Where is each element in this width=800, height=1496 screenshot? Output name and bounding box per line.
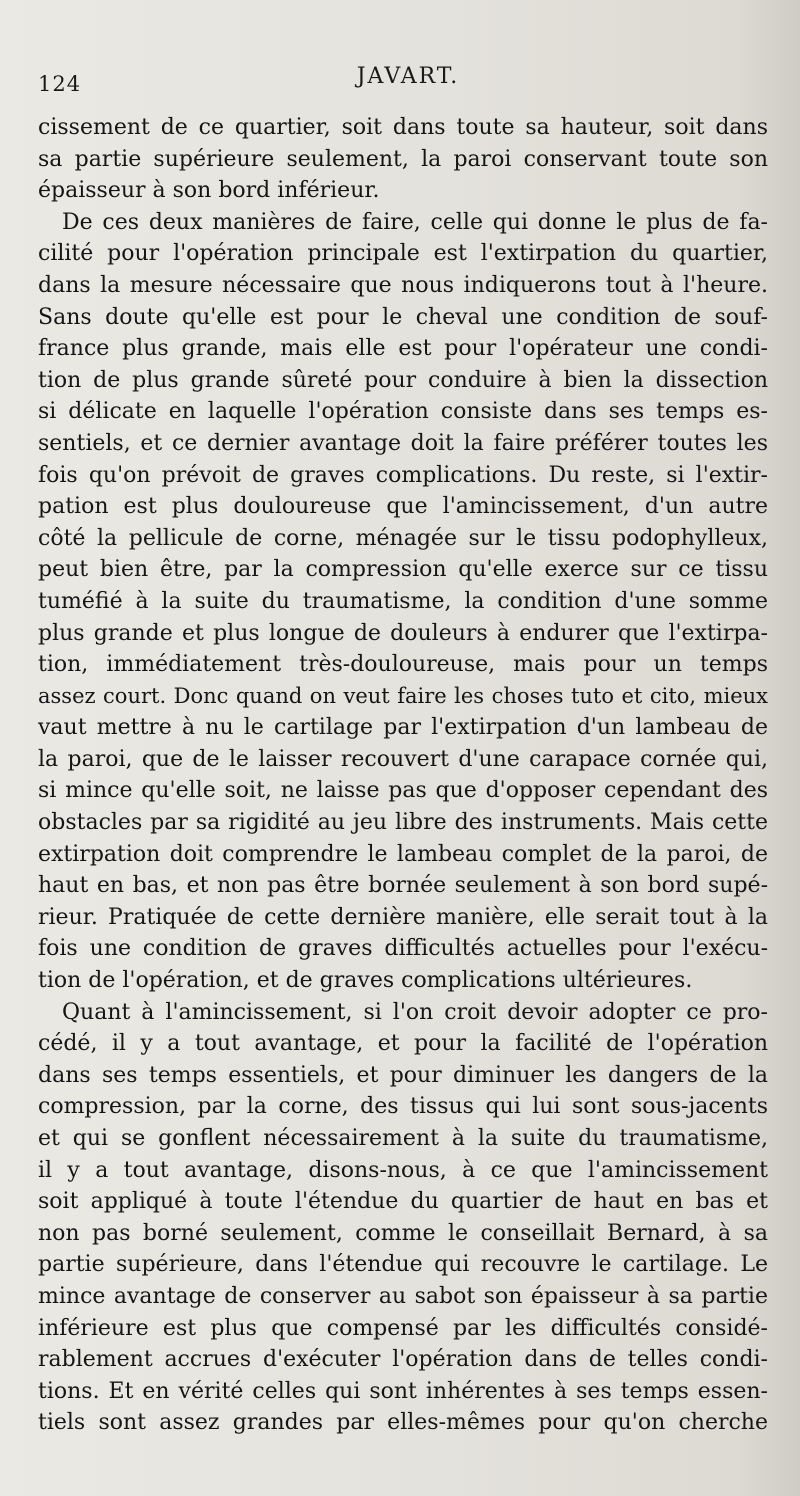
text-line: sentiels, et ce dernier avantage doit la faire préférer toutes les	[38, 430, 768, 456]
text-line: Sans doute qu'elle est pour le cheval une condition de souf-	[38, 304, 768, 330]
text-line: mince avantage de conserver au sabot son épaisseur à sa partie	[38, 1283, 768, 1309]
text-line: soit appliqué à toute l'étendue du quartier de haut en bas et	[38, 1189, 768, 1215]
text-line: peut bien être, par la compression qu'elle exerce sur ce tissu	[38, 557, 768, 583]
text-line: tion, immédiatement très-douloureuse, mais pour un temps	[38, 652, 768, 678]
text-line: cédé, il y a tout avantage, et pour la facilité de l'opération	[38, 1031, 768, 1057]
text-line: si mince qu'elle soit, ne laisse pas que d'opposer cependant des	[38, 778, 768, 804]
text-line: fois une condition de graves difficultés actuelles pour l'exécu-	[38, 936, 768, 962]
text-line: cissement de ce quartier, soit dans toute sa hauteur, soit dans	[38, 115, 768, 140]
text-line: dans ses temps essentiels, et pour diminuer les dangers de la	[38, 1062, 768, 1088]
text-line: tuméfié à la suite du traumatisme, la condition d'une somme	[38, 588, 768, 614]
text-line: tion de plus grande sûreté pour conduire à bien la dissection	[38, 367, 768, 393]
text-line: côté la pellicule de corne, ménagée sur le tissu podophylleux,	[38, 525, 768, 551]
text-line: la paroi, que de le laisser recouvert d'une carapace cornée qui,	[38, 746, 768, 772]
text-line: Quant à l'amincissement, si l'on croit devoir adopter ce pro-	[62, 999, 768, 1025]
page-number: 124	[38, 72, 82, 96]
running-title: JAVART.	[356, 64, 460, 89]
text-line: tion de l'opération, et de graves complications ultérieures.	[38, 968, 693, 994]
text-line: pation est plus douloureuse que l'amincissement, d'un autre	[38, 494, 768, 520]
text-line: tions. Et en vérité celles qui sont inhérentes à ses temps essen-	[38, 1378, 768, 1404]
text-line: tiels sont assez grandes par elles-mêmes pour qu'on cherche	[38, 1410, 768, 1436]
text-line: et qui se gonflent nécessairement à la suite du traumatisme,	[38, 1126, 768, 1151]
page-header	[38, 62, 778, 98]
text-line: rieur. Pratiquée de cette dernière manière, elle serait tout à la	[38, 904, 768, 930]
text-line: assez court. Donc quand on veut faire les choses tuto et cito, mieux	[38, 683, 768, 708]
text-line: haut en bas, et non pas être bornée seulement à son bord supé-	[38, 873, 768, 899]
text-line: partie supérieure, dans l'étendue qui recouvre le cartilage. Le	[38, 1252, 768, 1278]
text-line: plus grande et plus longue de douleurs à endurer que l'extirpa-	[38, 620, 768, 646]
text-line: compression, par la corne, des tissus qui lui sont sous-jacents	[38, 1094, 768, 1120]
text-line: france plus grande, mais elle est pour l'opérateur une condi-	[38, 336, 768, 362]
text-line: fois qu'on prévoit de graves complications. Du reste, si l'extir-	[38, 462, 768, 488]
text-line: cilité pour l'opération principale est l'extirpation du quartier,	[38, 241, 768, 267]
text-line: inférieure est plus que compensé par les difficultés considé-	[38, 1315, 768, 1341]
text-line: extirpation doit comprendre le lambeau complet de la paroi, de	[38, 841, 768, 867]
text-line: si délicate en laquelle l'opération consiste dans ses temps es-	[38, 399, 768, 425]
text-line: rablement accrues d'exécuter l'opération dans de telles condi-	[38, 1347, 768, 1373]
text-line: obstacles par sa rigidité au jeu libre des instruments. Mais cette	[38, 810, 768, 836]
text-line: sa partie supérieure seulement, la paroi conservant toute son	[38, 146, 768, 172]
text-line: De ces deux manières de faire, celle qui donne le plus de fa-	[62, 209, 768, 235]
text-line: vaut mettre à nu le cartilage par l'extirpation d'un lambeau de	[38, 715, 768, 741]
text-line: épaisseur à son bord inférieur.	[38, 178, 380, 204]
body-text	[38, 112, 768, 1439]
text-line: non pas borné seulement, comme le conseillait Bernard, à sa	[38, 1220, 768, 1246]
text-line: il y a tout avantage, disons-nous, à ce que l'amincissement	[38, 1157, 768, 1183]
text-line: dans la mesure nécessaire que nous indiquerons tout à l'heure.	[38, 272, 768, 298]
